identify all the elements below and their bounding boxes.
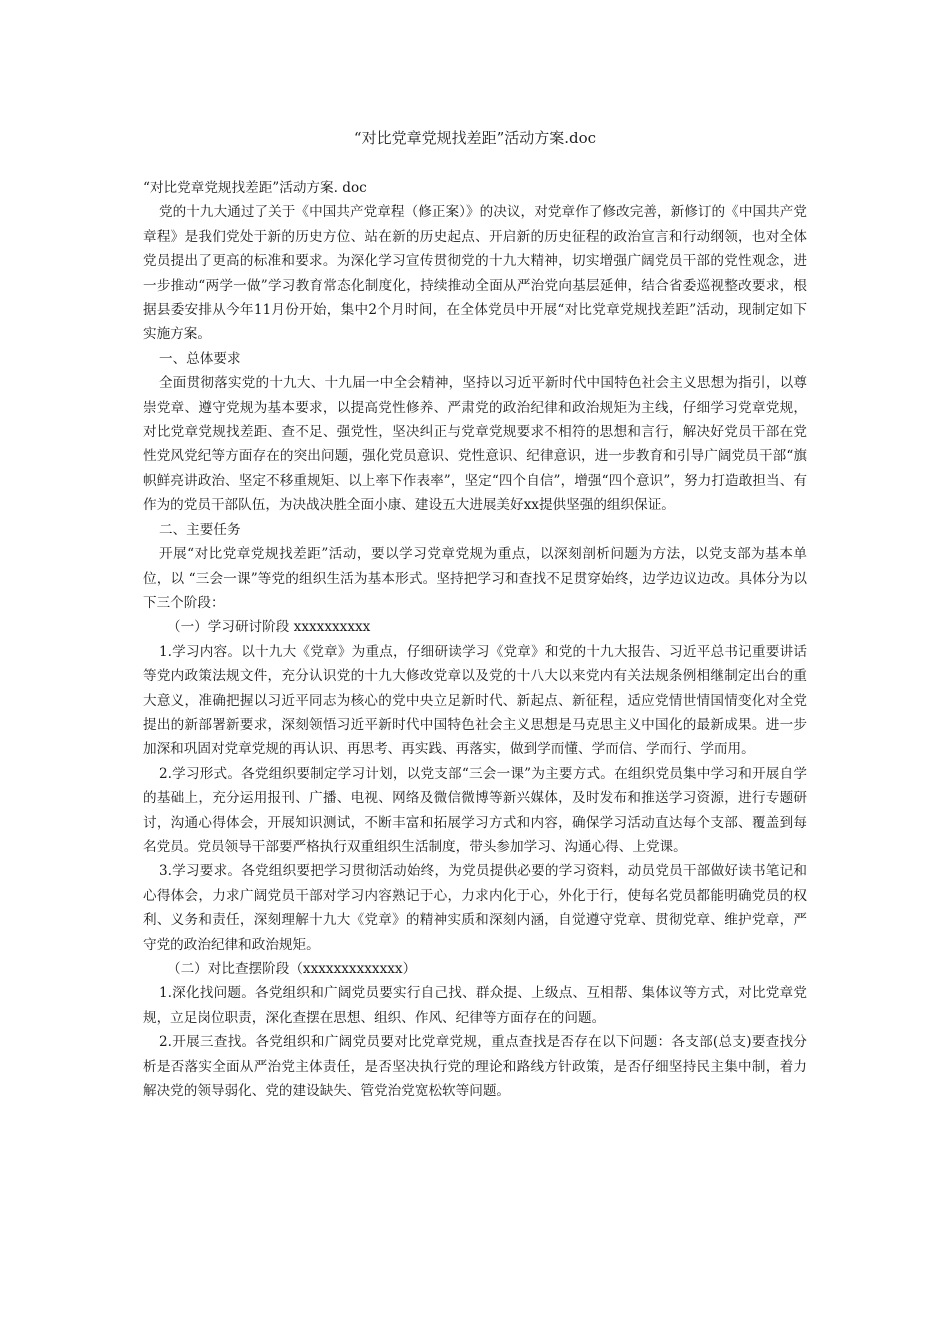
- paragraph: 二、主要任务: [159, 521, 241, 538]
- paragraph: 2.开展三查找。各党组织和广阔党员要对比党章党规，重点查找是否存在以下问题：各支部(总支)要查找分析是否落实全面从严治党主体责任，是否坚决执行党的理论和路线方针政策，是否仔细坚持民主集中制，着力解决党的领导弱化、党的建设缺失、管党治党宽松软等问题。: [143, 1034, 807, 1100]
- paragraph: （一）学习研讨阶段 xxxxxxxxxx: [167, 619, 371, 636]
- paragraph: 1.深化找问题。各党组织和广阔党员要实行自己找、群众提、上级点、互相帮、集体议等方式，对比党章党规，立足岗位职责，深化查摆在思想、组织、作风、纪律等方面存在的问题。: [143, 985, 807, 1026]
- paragraph: 3.学习要求。各党组织要把学习贯彻活动始终，为党员提供必要的学习资料，动员党员干部做好读书笔记和心得体会，力求广阔党员干部对学习内容熟记于心，力求内化于心，外化于行，使每名党员都能明确党员的权利、义务和责任，深刻理解十九大《党章》的精神实质和深刻内涵，自觉遵守党章、贯彻党章、维护党章，严守党的政治纪律和政治规矩。: [143, 863, 807, 953]
- paragraph: “对比党章党规找差距”活动方案. doc: [143, 180, 367, 196]
- paragraph: 2.学习形式。各党组织要制定学习计划，以党支部“三会一课”为主要方式。在组织党员集中学习和开展自学的基础上，充分运用报刊、广播、电视、网络及微信微博等新兴媒体，及时发布和推送学习资源，进行专题研讨，沟通心得体会，开展知识测试，不断丰富和拓展学习方式和内容，确保学习活动直达每个支部、覆盖到每名党员。党员领导干部要严格执行双重组织生活制度，带头参加学习、沟通心得、上党课。: [143, 765, 807, 855]
- paragraph: （二）对比查摆阶段（xxxxxxxxxxxxx）: [167, 961, 417, 977]
- document-title: “对比党章党规找差距”活动方案.doc: [353, 129, 597, 147]
- paragraph: 开展“对比党章党规找差距”活动，要以学习党章党规为重点，以深刻剖析问题为方法，以党支部为基本单位，以 “三会一课”等党的组织生活为基本形式。坚持把学习和查找不足贯穿始终，边学边议边改。具体分为以下三个阶段：: [143, 546, 807, 611]
- paragraph: 一、总体要求: [159, 350, 241, 367]
- paragraph: 党的十九大通过了关于《中国共产党章程（修正案）》的决议，对党章作了修改完善，新修订的《中国共产党章程》是我们党处于新的历史方位、站在新的历史起点、开启新的历史征程的政治宣言和行动纲领，也对全体党员提出了更高的标准和要求。为深化学习宣传贯彻党的十九大精神，切实增强广阔党员干部的党性观念，进一步推动“两学一做”学习教育常态化制度化，持续推动全面从严治党向基层延伸，结合省委巡视整改要求，根据县委安排从今年11月份开始，集中2个月时间，在全体党员中开展“对比党章党规找差距”活动，现制定如下实施方案。: [143, 204, 807, 343]
- document-body: [143, 176, 807, 1103]
- paragraph: 全面贯彻落实党的十九大、十九届一中全会精神，坚持以习近平新时代中国特色社会主义思想为指引，以尊崇党章、遵守党规为基本要求，以提高党性修养、严肃党的政治纪律和政治规矩为主线，仔细学习党章党规，对比党章党规找差距、查不足、强党性，坚决纠正与党章党规要求不相符的思想和言行，解决好党员干部在党性党风党纪等方面存在的突出问题，强化党员意识、党性意识、纪律意识，进一步教育和引导广阔党员干部“旗帜鲜亮讲政治、坚定不移重规矩、以上率下作表率”，坚定“四个自信”，增强“四个意识”，努力打造敢担当、有作为的党员干部队伍，为决战决胜全面小康、建设五大进展美好xx提供坚强的组织保证。: [143, 375, 807, 514]
- paragraph: 1.学习内容。以十九大《党章》为重点，仔细研读学习《党章》和党的十九大报告、习近平总书记重要讲话等党内政策法规文件，充分认识党的十九大修改党章以及党的十八大以来党内有关法规条例相继制定出台的重大意义，准确把握以习近平同志为核心的党中央立足新时代、新起点、新征程，适应党情世情国情变化对全党提出的新部署新要求，深刻领悟习近平新时代中国特色社会主义思想是马克思主义中国化的最新成果。进一步加深和巩固对党章党规的再认识、再思考、再实践、再落实，做到学而懂、学而信、学而行、学而用。: [143, 643, 807, 758]
